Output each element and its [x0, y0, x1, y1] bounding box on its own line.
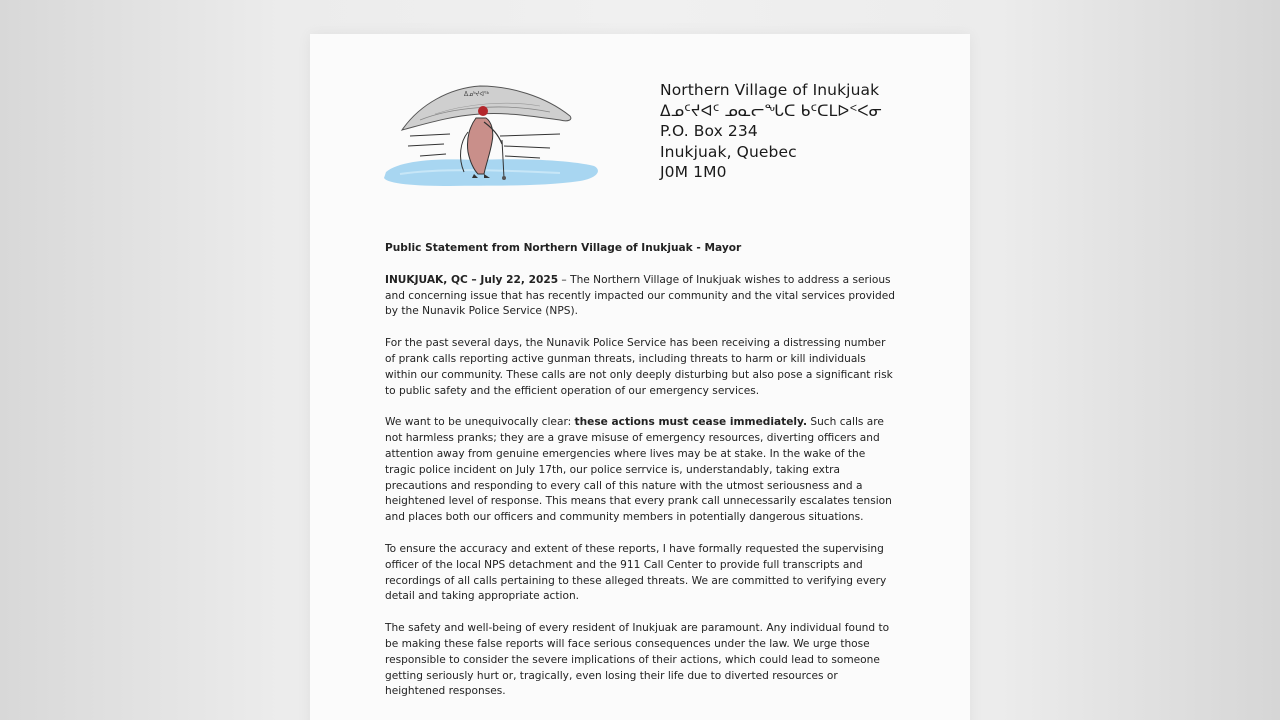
address-line-syllabics: ᐃᓄᑦᔪᐊᑦ ᓄᓇᓕᖓᑕ ᑲᑦᑕᒪᐅᑉᐸᓂ	[660, 101, 882, 120]
inukjuak-logo-illustration	[380, 74, 605, 194]
paragraph-cease-text: Such calls are not harmless pranks; they are a grave misuse of emergency resources, diverting officers and attention away from genuine emergencies where lives may be at stake. In the wake of the tragic police incident on July 17th, our police serrvice is, understandably, taking extra precautions and responding to every call of this nature with the utmost seriousness and a heightened level of response. This means that every prank call unnecessarily escalates tension and places both our officers and community members in potentially dangerous situations.	[385, 416, 892, 524]
cease-emphasis: these actions must cease immediately.	[574, 416, 807, 429]
letter-page	[310, 34, 970, 720]
address-line-city: Inukjuak, Quebec	[660, 142, 797, 161]
paragraph-prank-calls: For the past several days, the Nunavik Police Service has been receiving a distressing number of prank calls reporting active gunman threats, including threats to harm or kill individuals within our community. These calls are not only deeply disturbing but also pose a significant risk to public safety and the efficient operation of our emergency services.	[385, 337, 893, 397]
dateline: INUKJUAK, QC – July 22, 2025	[385, 273, 559, 286]
logo-caption: ᐃᓄᒃᔪᐊᖅ	[464, 91, 489, 98]
paragraph-cease-demand	[385, 415, 895, 526]
paragraph-safety: The safety and well-being of every resident of Inukjuak are paramount. Any individual found to be making these false reports will face serious consequences under the law. We urge those responsible to consider the severe implications of their actions, which could lead to someone getting seriously hurt or, tragically, even losing their life due to diverted resources or heightened responses.	[385, 622, 890, 698]
statement-heading: Public Statement from Northern Village of Inukjuak - Mayor	[385, 242, 742, 254]
paragraph-cease-lead: We want to be unequivocally clear:	[385, 416, 575, 429]
paragraph-intro-text: – The Northern Village of Inukjuak wishes to address a serious and concerning issue that has recently impacted our community and the vital services provided by the Nunavik Police Service (NPS).	[385, 273, 895, 318]
address-line-postal-code: J0M 1M0	[660, 163, 727, 182]
paragraph-intro	[385, 273, 895, 320]
address-line-name: Northern Village of Inukjuak	[660, 81, 880, 99]
address-line-po-box: P.O. Box 234	[660, 122, 758, 141]
statement-body	[385, 241, 895, 716]
paragraph-investigation: To ensure the accuracy and extent of these reports, I have formally requested the supervising officer of the local NPS detachment and the 911 Call Center to provide full transcripts and recordings of all calls pertaining to these alleged threats. We are committed to verifying every detail and taking appropriate action.	[385, 542, 887, 603]
letterhead-address	[660, 80, 882, 183]
